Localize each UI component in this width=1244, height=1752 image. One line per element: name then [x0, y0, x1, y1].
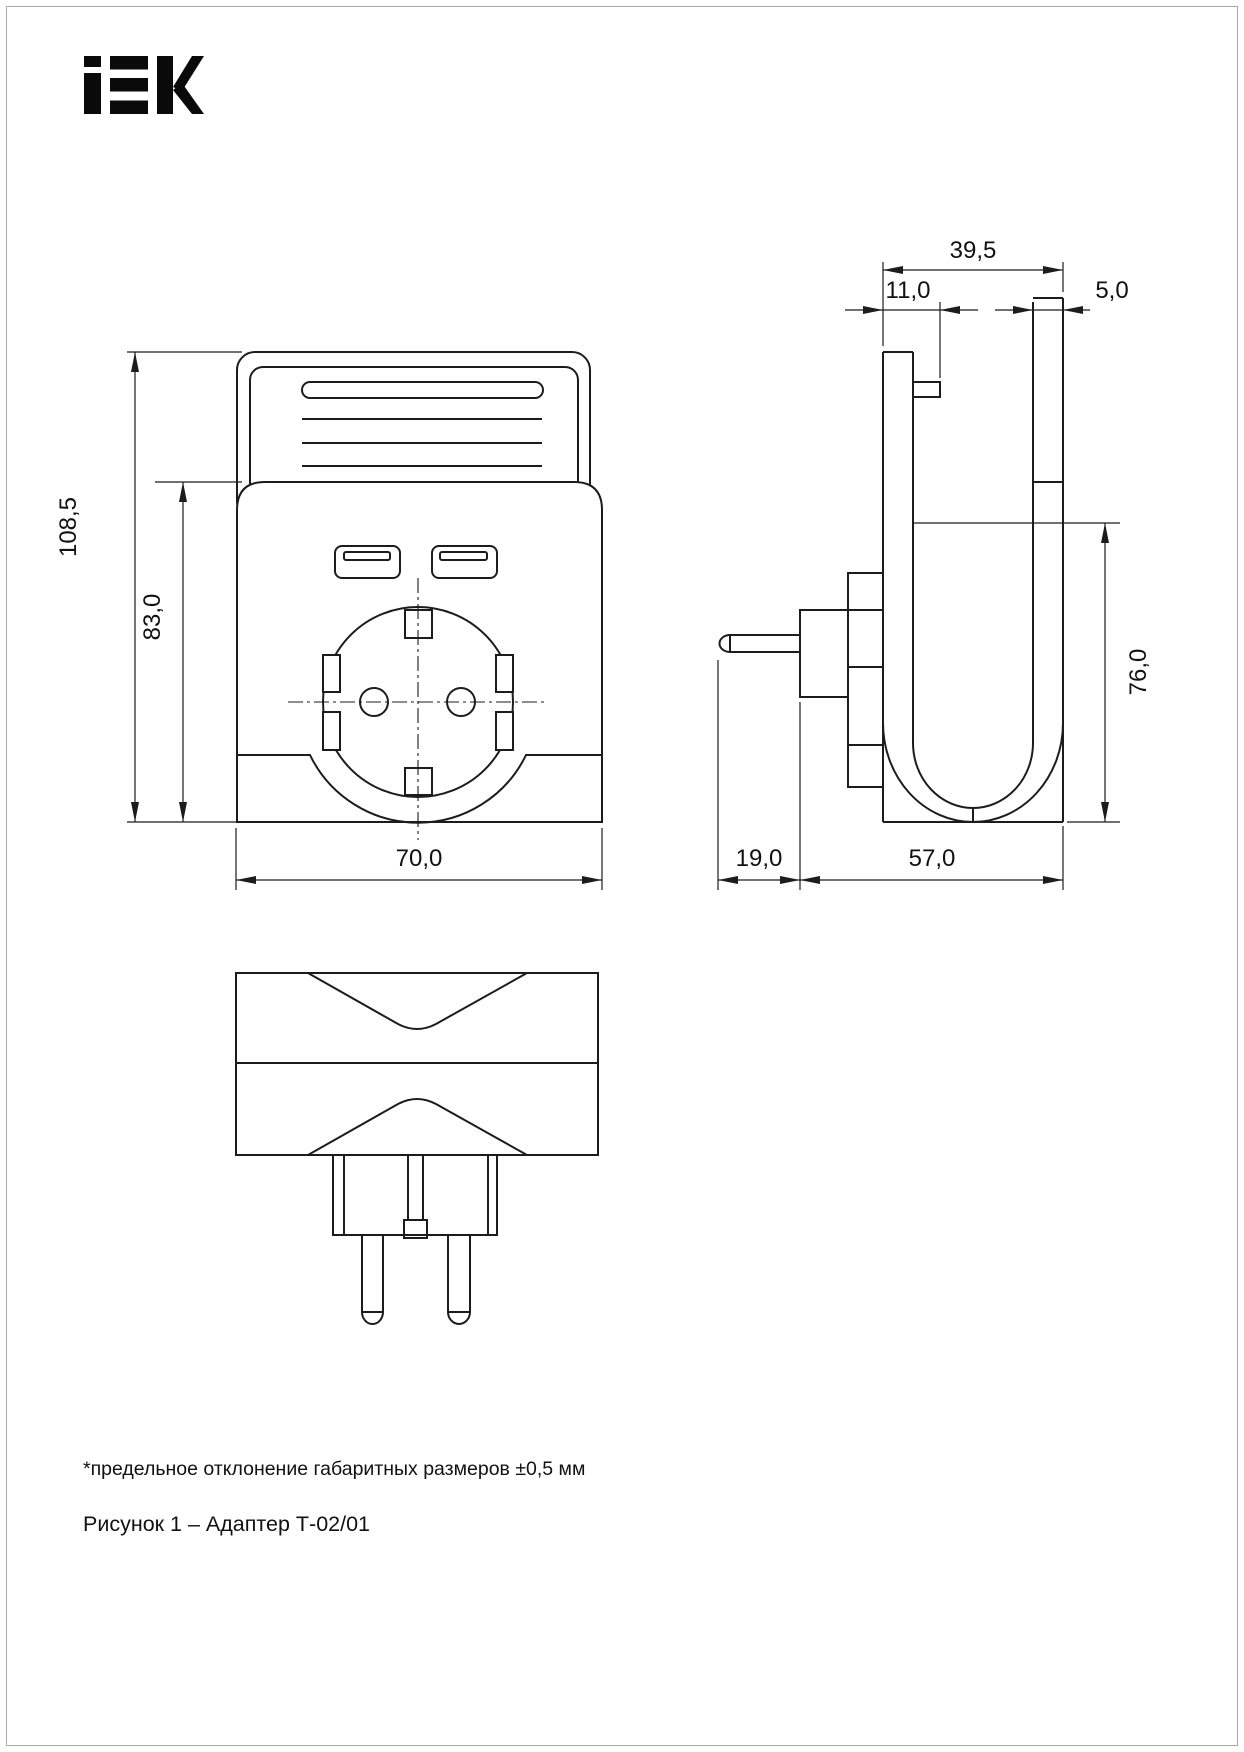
dim-top-depth: 39,5: [949, 237, 997, 264]
bottom-view: [236, 973, 598, 1324]
figure-caption: Рисунок 1 – Адаптер Т-02/01: [83, 1512, 370, 1536]
tolerance-note: *предельное отклонение габаритных размеров ±0,5 мм: [83, 1458, 586, 1480]
dim-body-depth: 57,0: [908, 845, 956, 872]
dim-side-body-height: 76,0: [1125, 648, 1152, 696]
mount-clip: [913, 382, 940, 397]
pin-right: [448, 1235, 470, 1324]
dim-total-height: 108,5: [55, 496, 82, 558]
plug-base: [800, 573, 883, 787]
side-view: [720, 298, 1121, 822]
dim-pin-length: 19,0: [735, 845, 783, 872]
dim-wall-thickness: 5,0: [1095, 277, 1129, 304]
front-view: [237, 352, 602, 840]
dim-hook-thickness: 11,0: [885, 277, 931, 304]
plug-pin: [720, 635, 801, 652]
dim-width: 70,0: [395, 845, 443, 872]
dim-body-height: 83,0: [139, 593, 166, 641]
pin-left: [362, 1235, 383, 1324]
